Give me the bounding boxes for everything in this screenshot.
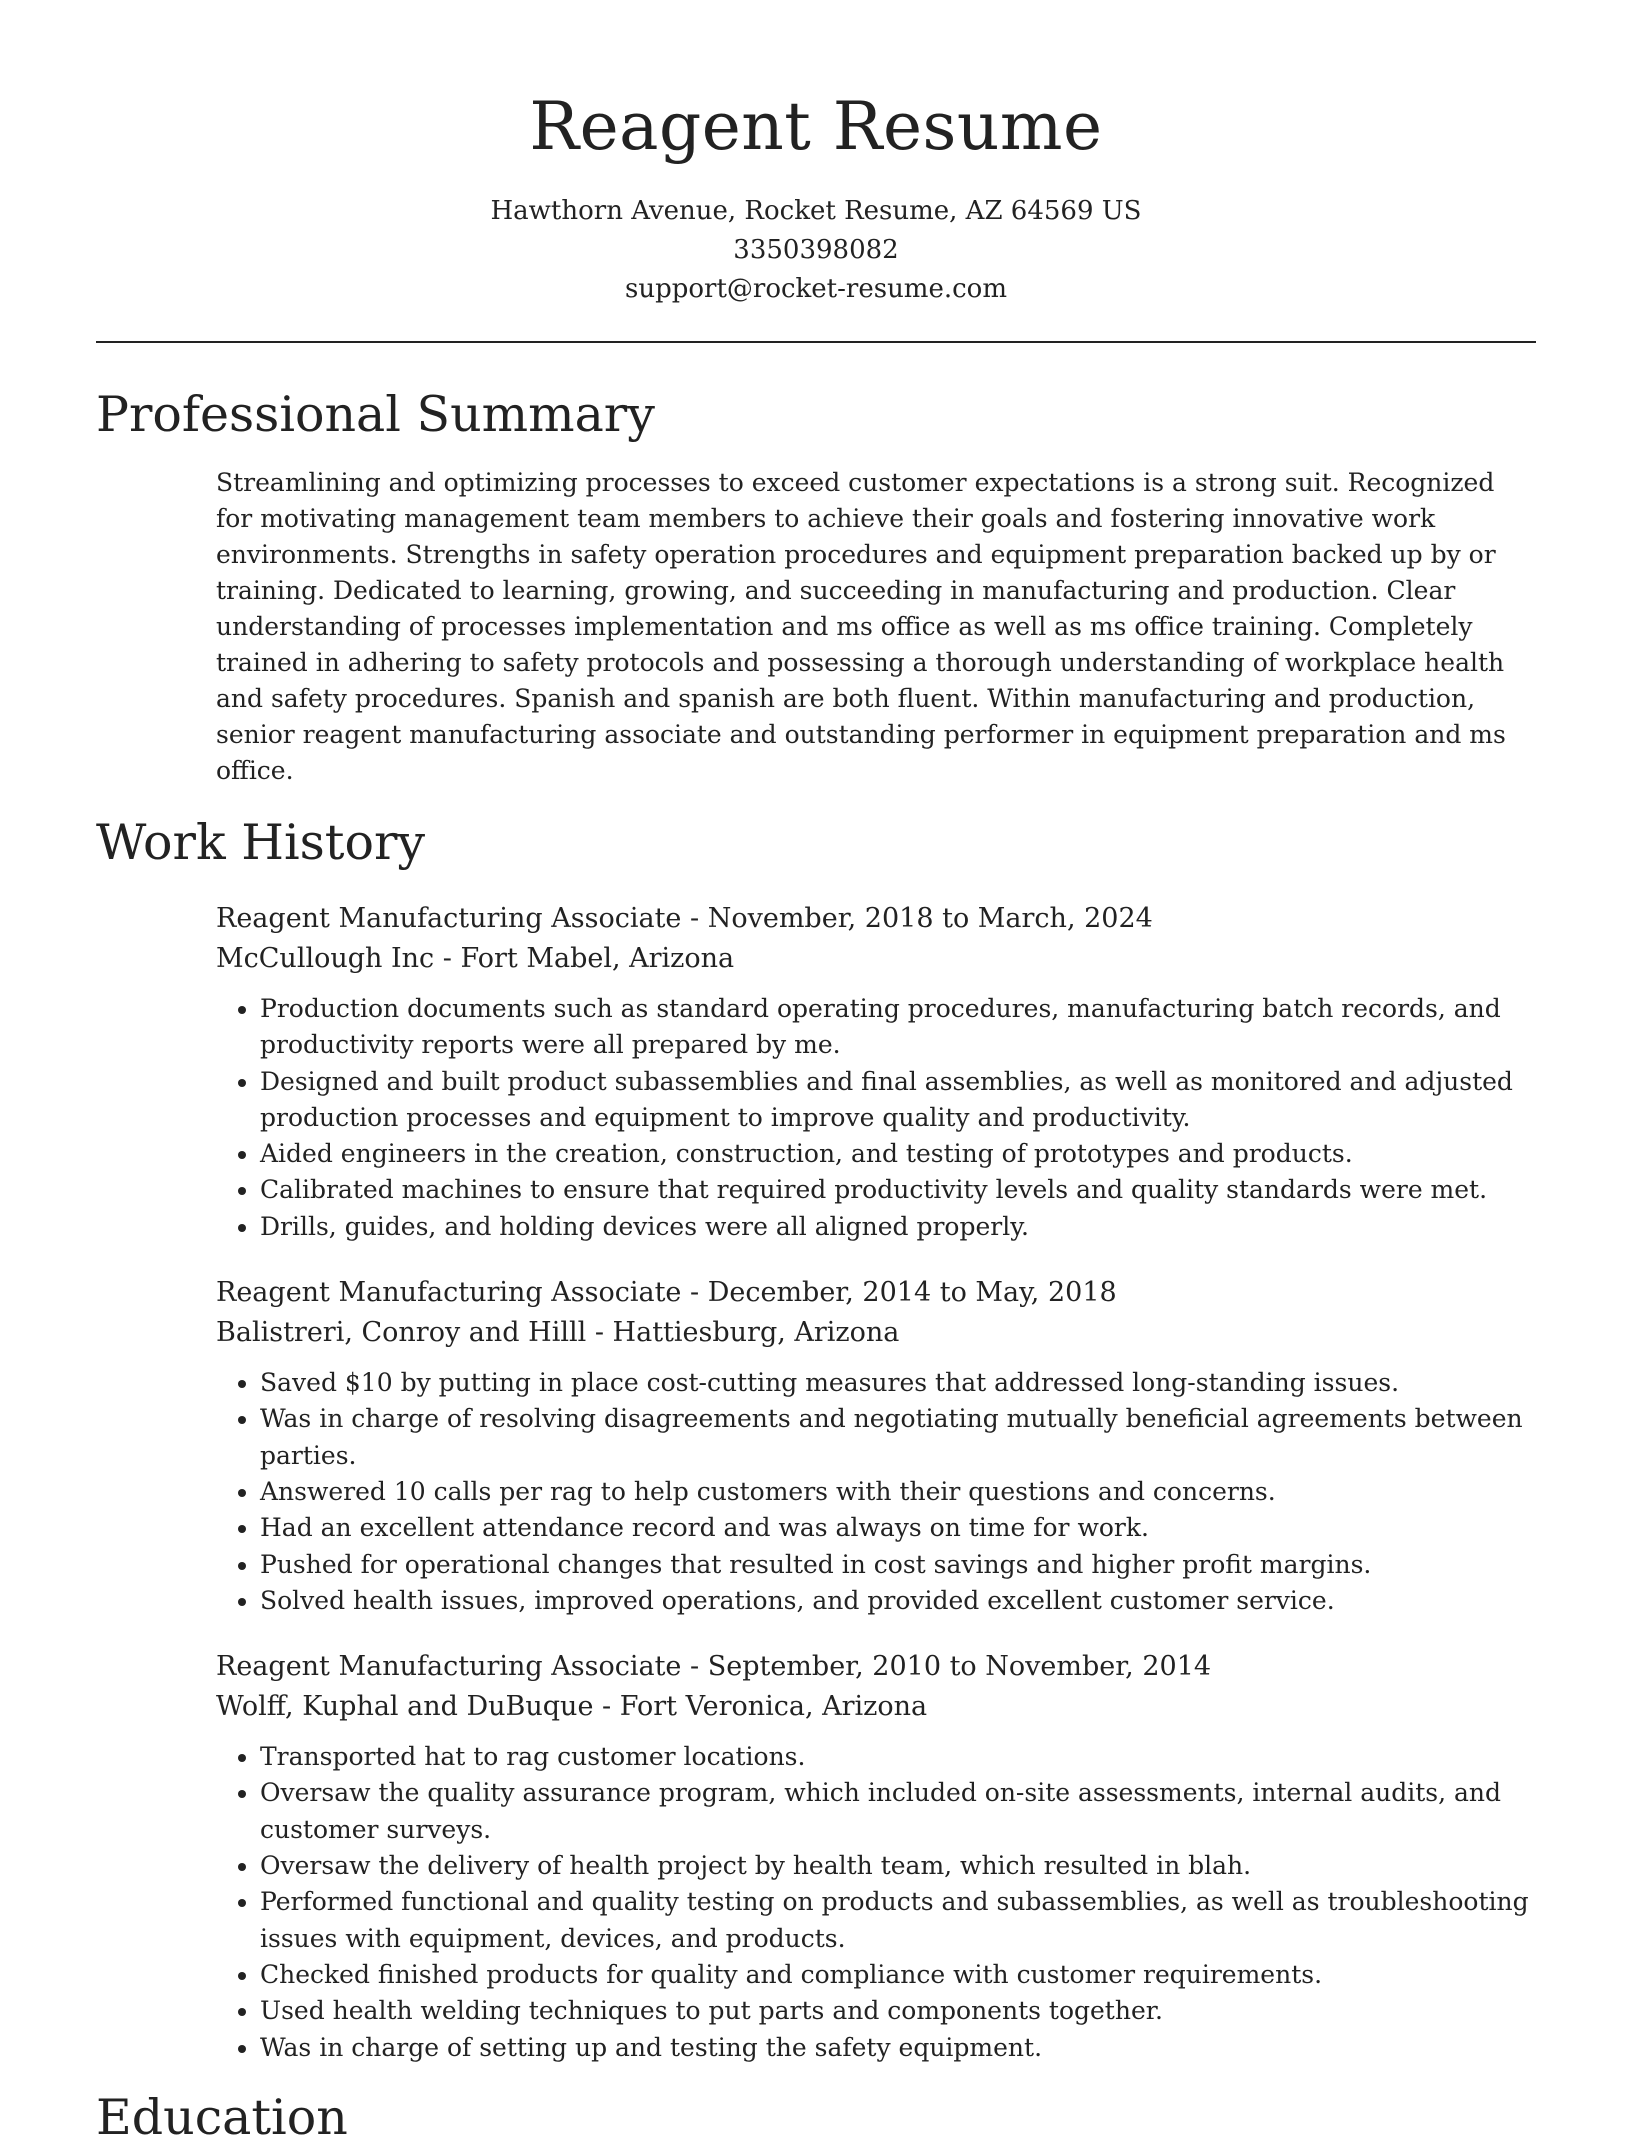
job-company: Balistreri, Conroy and Hilll (216, 1317, 587, 1349)
job-company-line (216, 1687, 1536, 1727)
job-bullets (216, 1365, 1536, 1619)
header-divider (96, 341, 1536, 343)
job-role: Reagent Manufacturing Associate (216, 1277, 682, 1309)
job-bullet: • Answered 10 calls per rag to help customers with their questions and concerns. (260, 1474, 1536, 1510)
section-title-education: Education (96, 2088, 348, 2146)
job-company: McCullough Inc (216, 943, 435, 974)
job-bullets (216, 991, 1536, 1245)
job-location: - Hattiesburg, Arizona (594, 1317, 900, 1349)
job-title-line (216, 899, 1536, 939)
job-location: - Fort Veronica, Arizona (602, 1691, 928, 1723)
job-bullet: • Had an excellent attendance record and was always on time for work. (260, 1510, 1536, 1546)
job-role: Reagent Manufacturing Associate (216, 903, 682, 934)
address: Hawthorn Avenue, Rocket Resume, AZ 64569 US (490, 196, 1142, 226)
job-bullet: • Pushed for operational changes that resulted in cost savings and higher profit margins. (260, 1547, 1536, 1583)
job-bullet: • Calibrated machines to ensure that required productivity levels and quality standards were met. (260, 1172, 1536, 1208)
job-bullet: • Transported hat to rag customer locations. (260, 1739, 1536, 1775)
job-bullet: • Saved $10 by putting in place cost-cutting measures that addressed long-standing issues. (260, 1365, 1536, 1401)
job-location: - Fort Mabel, Arizona (442, 943, 735, 974)
resume-header (96, 0, 1536, 309)
email-address: support@rocket-resume.com (624, 274, 1007, 304)
job-bullet: • Checked finished products for quality and compliance with customer requirements. (260, 1957, 1536, 1993)
professional-summary-section (96, 383, 1536, 789)
contact-block (96, 192, 1536, 309)
job-bullet: • Oversaw the delivery of health project by health team, which resulted in blah. (260, 1848, 1536, 1884)
summary-text: Streamlining and optimizing processes to exceed customer expectations is a strong suit. Recognized for motivating management team members to achieve their goals and fostering innovative work environments. Strengths in safety operation procedures and equipment preparation backed up by or training. Dedicated to learning, growing, and succeeding in manufacturing and production. Clear understanding of processes implementation and ms office as well as ms office training. Completely trained in adhering to safety protocols and possessing a thorough understanding of workplace health and safety procedures. Spanish and spanish are both fluent. Within manufacturing and production, senior reagent manufacturing associate and outstanding performer in equipment preparation and ms office. (216, 468, 1506, 785)
candidate-name: Reagent Resume (529, 88, 1103, 165)
education-section (96, 2086, 1536, 2150)
job-bullet: • Drills, guides, and holding devices were all aligned properly. (260, 1209, 1536, 1245)
job-bullet: • Solved health issues, improved operations, and provided excellent customer service. (260, 1583, 1536, 1619)
job-bullet: • Performed functional and quality testing on products and subassemblies, as well as troubleshooting issues with equipment, devices, and products. (260, 1884, 1536, 1957)
job-bullet: • Aided engineers in the creation, construction, and testing of prototypes and products. (260, 1136, 1536, 1172)
resume-page (96, 0, 1536, 2150)
job-bullet: • Designed and built product subassemblies and final assemblies, as well as monitored and adjusted production processes and equipment to improve quality and productivity. (260, 1064, 1536, 1137)
job-bullet: • Was in charge of resolving disagreements and negotiating mutually beneficial agreements between parties. (260, 1401, 1536, 1474)
job-company-line (216, 1313, 1536, 1353)
job-entry (216, 1273, 1536, 1619)
job-bullet: • Production documents such as standard operating procedures, manufacturing batch records, and productivity reports were all prepared by me. (260, 991, 1536, 1064)
job-bullet: • Used health welding techniques to put parts and components together. (260, 1993, 1536, 2029)
job-dates: - December, 2014 to May, 2018 (690, 1277, 1117, 1309)
job-dates: - November, 2018 to March, 2024 (690, 903, 1153, 934)
job-role: Reagent Manufacturing Associate (216, 1651, 682, 1683)
section-title-work-history: Work History (96, 814, 426, 871)
job-company: Wolff, Kuphal and DuBuque (216, 1691, 594, 1723)
job-bullet: • Was in charge of setting up and testing the safety equipment. (260, 2030, 1536, 2066)
job-bullet: • Oversaw the quality assurance program, which included on-site assessments, internal audits, and customer surveys. (260, 1775, 1536, 1848)
job-company-line (216, 939, 1536, 979)
job-entry (216, 899, 1536, 1245)
section-title-summary: Professional Summary (96, 386, 655, 443)
job-bullets (216, 1739, 1536, 2066)
phone-number: 3350398082 (733, 235, 899, 265)
job-dates: - September, 2010 to November, 2014 (690, 1651, 1212, 1683)
job-title-line (216, 1273, 1536, 1313)
job-title-line (216, 1647, 1536, 1687)
work-history-section (96, 811, 1536, 2066)
job-entry (216, 1647, 1536, 2066)
